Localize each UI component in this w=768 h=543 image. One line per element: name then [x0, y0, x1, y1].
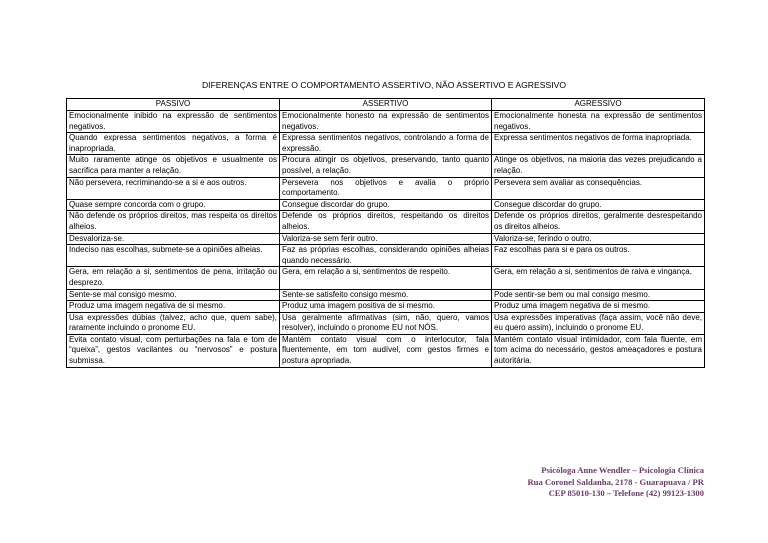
- table-row: [67, 233, 705, 245]
- cell-passivo: Usa expressões dúbias (talvez, acho que, quem sabe), raramente incluindo o pronome EU.: [67, 312, 280, 334]
- footer-phone: CEP 85010-130 – Telefone (42) 99123-1300: [548, 488, 704, 498]
- cell-assertivo: Consegue discordar do grupo.: [280, 199, 492, 211]
- cell-assertivo: Sente-se satisfeito consigo mesmo.: [280, 289, 492, 301]
- cell-passivo: Produz uma imagem negativa de si mesmo.: [67, 301, 280, 313]
- table-row: [67, 312, 705, 334]
- cell-assertivo: Produz uma imagem positiva de si mesmo.: [280, 301, 492, 313]
- table-row: [67, 245, 705, 267]
- cell-agressivo: Produz uma imagem negativa de si mesmo.: [492, 301, 705, 313]
- table-row: [67, 267, 705, 289]
- cell-assertivo: Persevera nos objetivos e avalia o próprio comportamento.: [280, 177, 492, 199]
- column-header-assertivo: ASSERTIVO: [280, 99, 492, 111]
- cell-assertivo: Usa geralmente afirmativas (sim, não, quero, vamos resolver), incluindo o pronome EU not NÓS.: [280, 312, 492, 334]
- table-row: [67, 301, 705, 313]
- cell-passivo: Indeciso nas escolhas, submete-se a opiniões alheias.: [67, 245, 280, 267]
- cell-agressivo: Emocionalmente honesta na expressão de sentimentos negativos.: [492, 111, 705, 133]
- cell-agressivo: Faz escolhas para si e para os outros.: [492, 245, 705, 267]
- comparison-table: [66, 98, 705, 368]
- cell-passivo: Desvaloriza-se.: [67, 233, 280, 245]
- cell-passivo: Gera, em relação a si, sentimentos de pena, irritação ou desprezo.: [67, 267, 280, 289]
- cell-assertivo: Defende os próprios direitos, respeitando os direitos alheios.: [280, 211, 492, 233]
- column-header-agressivo: AGRESSIVO: [492, 99, 705, 111]
- table-header-row: [67, 99, 705, 111]
- cell-agressivo: Mantém contato visual intimidador, com fala fluente, em tom acima do necessário, gestos ameaçadores e postura autoritária.: [492, 334, 705, 367]
- column-header-passivo: PASSIVO: [67, 99, 280, 111]
- cell-passivo: Quando expressa sentimentos negativos, a forma é inapropriada.: [67, 133, 280, 155]
- cell-agressivo: Persevera sem avaliar as consequências.: [492, 177, 705, 199]
- cell-assertivo: Emocionalmente honesto na expressão de sentimentos negativos.: [280, 111, 492, 133]
- cell-agressivo: Defende os próprios direitos, geralmente desrespeitando os direitos alheios.: [492, 211, 705, 233]
- contact-footer: [527, 465, 704, 500]
- cell-assertivo: Faz as próprias escolhas, considerando opiniões alheias quando necessário.: [280, 245, 492, 267]
- cell-agressivo: Gera, em relação a si, sentimentos de raiva e vingança.: [492, 267, 705, 289]
- cell-agressivo: Usa expressões imperativas (faça assim, você não deve, eu quero assim), incluindo o pronome EU.: [492, 312, 705, 334]
- table-row: [67, 111, 705, 133]
- cell-assertivo: Gera, em relação a si, sentimentos de respeito.: [280, 267, 492, 289]
- cell-passivo: Quase sempre concorda com o grupo.: [67, 199, 280, 211]
- table-row: [67, 133, 705, 155]
- cell-passivo: Evita contato visual, com perturbações na fala e tom de “queixa”, gestos vacilantes ou “nervosos” e postura submissa.: [67, 334, 280, 367]
- cell-agressivo: Valoriza-se, ferindo o outro.: [492, 233, 705, 245]
- table-row: [67, 289, 705, 301]
- document-title: DIFERENÇAS ENTRE O COMPORTAMENTO ASSERTIVO, NÃO ASSERTIVO E AGRESSIVO: [201, 80, 567, 90]
- cell-agressivo: Expressa sentimentos negativos de forma inapropriada.: [492, 133, 705, 155]
- cell-passivo: Não persevera, recriminando-se a si e aos outros.: [67, 177, 280, 199]
- cell-passivo: Não defende os próprios direitos, mas respeita os direitos alheios.: [67, 211, 280, 233]
- cell-assertivo: Valoriza-se sem ferir outro.: [280, 233, 492, 245]
- cell-assertivo: Mantém contato visual com o interlocutor, fala fluentemente, em tom audível, com gestos firmes e postura apropriada.: [280, 334, 492, 367]
- table-row: [67, 211, 705, 233]
- footer-address: Rua Coronel Saldanha, 2178 - Guarapuava / PR: [527, 476, 704, 487]
- cell-agressivo: Atinge os objetivos, na maioria das vezes prejudicando a relação.: [492, 155, 705, 177]
- cell-passivo: Muito raramente atinge os objetivos e usualmente os sacrifica para manter a relação.: [67, 155, 280, 177]
- footer-name: Psicóloga Anne Wendler – Psicologia Clínica: [541, 465, 704, 475]
- cell-passivo: Sente-se mal consigo mesmo.: [67, 289, 280, 301]
- table-row: [67, 155, 705, 177]
- cell-assertivo: Expressa sentimentos negativos, controlando a forma de expressão.: [280, 133, 492, 155]
- table-row: [67, 199, 705, 211]
- cell-assertivo: Procura atingir os objetivos, preservando, tanto quanto possível, a relação.: [280, 155, 492, 177]
- cell-passivo: Emocionalmente inibido na expressão de sentimentos negativos.: [67, 111, 280, 133]
- cell-agressivo: Pode sentir-se bem ou mal consigo mesmo.: [492, 289, 705, 301]
- table-row: [67, 177, 705, 199]
- table-row: [67, 334, 705, 367]
- cell-agressivo: Consegue discordar do grupo.: [492, 199, 705, 211]
